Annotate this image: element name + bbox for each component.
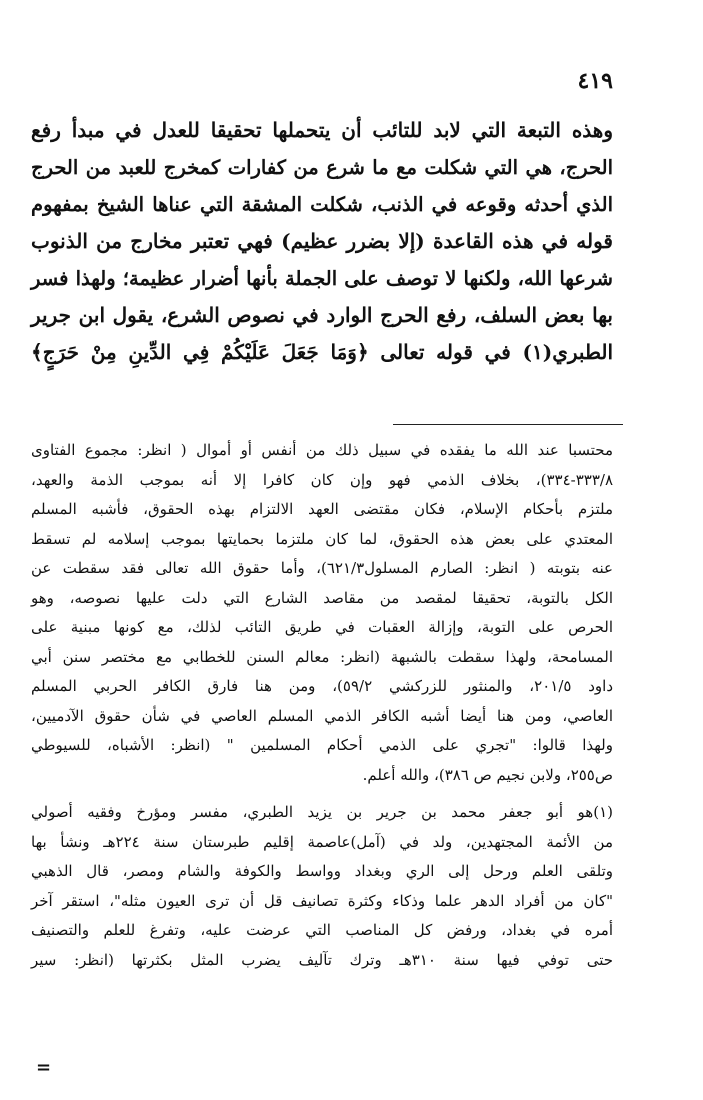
footnote-line: من الأئمة المجتهدين، ولد في (آمل)عاصمة إقليم طبرستان سنة ٢٢٤هـ ونشأ بها	[31, 832, 613, 851]
footnote-line: العاصي، ومن هنا أيضا أشبه الكافر الذمي المسلم العاصي في شأن حقوق الآدميين،	[31, 706, 613, 725]
footnote-line: ص٢٥٥، ولابن نجيم ص ٣٨٦)، والله أعلم.	[362, 765, 613, 784]
main-text-line: الذي أحدثه وقوعه في الذنب، شكلت المشقة التي عناها الشيخ بمفهوم	[31, 193, 613, 216]
footnote-1	[31, 798, 613, 975]
footnote-line: أمره في بغداد، ورفض كل المناصب التي عرضت عليه، وتفرغ للعلم والتصنيف	[31, 921, 613, 939]
main-text-line: شرعها الله، ولكنها لا توصف على الجملة بأنها أضرار عظيمة؛ ولهذا فسر	[31, 267, 613, 290]
footnote-gap	[31, 790, 613, 798]
footnote-line: الحرص على التوبة، وإزالة العقبات في طريق التائب لذلك، مع كونها مبنية على	[31, 618, 613, 636]
footnote-line: ولهذا قالوا: "تجري على الذمي أحكام المسلمين " (انظر: الأشباه، للسيوطي	[31, 736, 613, 754]
footnote-line: الكل بالتوبة، تحقيقا لمقصد من مقاصد الشارع التي دلت عليها نصوصه، وهو	[31, 588, 613, 607]
main-text-line: وهذه التبعة التي لابد للتائب أن يتحملها تحقيقا للعدل في مبدأ رفع	[31, 118, 613, 142]
footnote-line: محتسبا عند الله ما يفقده في سبيل ذلك من أنفس أو أموال ( انظر: مجموع الفتاوى	[31, 441, 613, 459]
footnote-line: (١)هو أبو جعفر محمد بن جرير بن يزيد الطبري، مفسر ومؤرخ وفقيه أصولي	[31, 803, 613, 821]
footnote-line: عنه بتوبته ( انظر: الصارم المسلول٦٢١/٣)، وأما حقوق الله تعالى فقد سقطت عن	[31, 559, 614, 577]
footnote-line: ملتزم بأحكام الإسلام، فكان مقتضى العهد الالتزام بهذه الحقوق، فأشبه المسلم	[31, 500, 613, 518]
main-text-line: الحرج، هي التي شكلت مع ما شرع من كفارات كمخرج للعبد من الحرج	[31, 156, 613, 179]
footnote-line: داود ٢٠١/٥، والمنثور للزركشي ٥٩/٢)، ومن هنا فارق الكافر الحربي المسلم	[31, 677, 613, 695]
main-text-line: قوله في هذه القاعدة (إلا بضرر عظيم) فهي تعتبر مخارج من الذنوب	[31, 229, 613, 253]
page-number: ٤١٩	[577, 68, 613, 94]
footnote-line: "كان من أفراد الدهر علما وذكاء وكثرة تصانيف قل أن ترى العيون مثله"، استقر آخر	[31, 891, 613, 910]
footnote-line: حتى توفي فيها سنة ٣١٠هـ وترك تآليف يضرب المثل بكثرتها (انظر: سير	[31, 950, 613, 969]
footnote-line: وتلقى العلم ورحل إلى الري وبغداد وواسط والكوفة والشام ومصر، قال الذهبي	[31, 862, 613, 880]
footnotes	[31, 436, 613, 975]
footnote-line: ٣٣٣/٨-٣٣٤)، بخلاف الذمي فهو وإن كان كافرا إلا أنه بموجب الذمة والعهد،	[31, 470, 613, 489]
footnote-line: المعتدي على بعض هذه الحقوق، لما كان ملتزما بحمايتها بموجب إسلامه لم تسقط	[31, 529, 613, 548]
main-text	[31, 112, 613, 371]
footnote-separator	[393, 424, 623, 425]
continuation-mark: =	[36, 1057, 52, 1078]
footnote-continuation	[31, 436, 613, 790]
main-text-line-quran-verse: الطبري(١) في قوله تعالى ﴿وَمَا جَعَلَ عَلَيْكُمْ فِي الدِّينِ مِنْ حَرَجٍ﴾	[31, 340, 613, 364]
main-text-line: بها بعض السلف، رفع الحرج الوارد في نصوص الشرع، يقول ابن جرير	[31, 303, 613, 327]
footnote-line: المسامحة، ولهذا سقطت بالشبهة (انظر: معالم السنن للخطابي مع مختصر سنن أبي	[31, 647, 613, 666]
